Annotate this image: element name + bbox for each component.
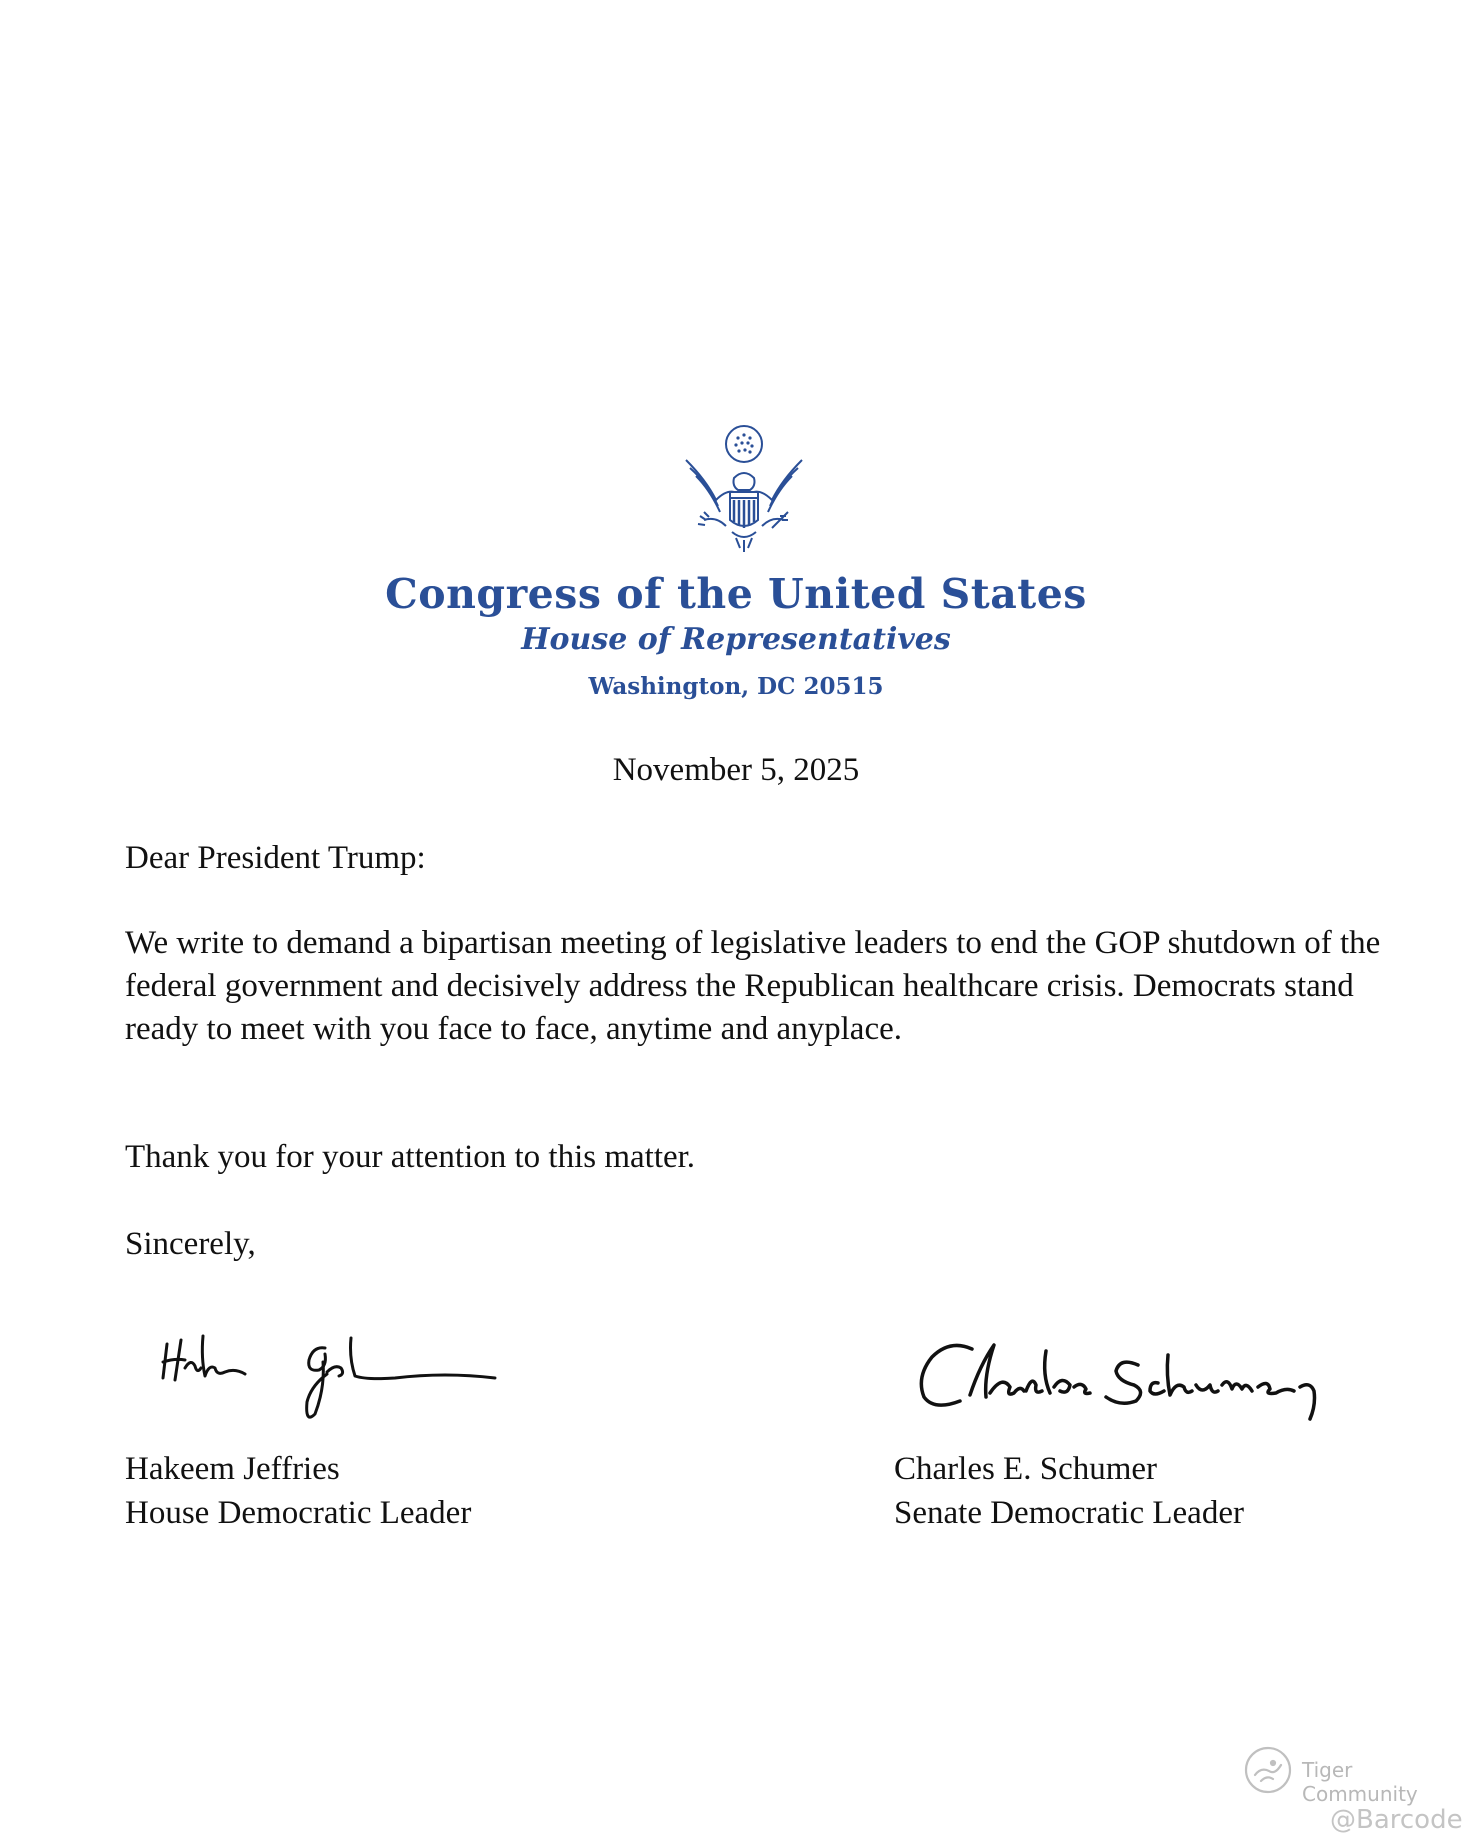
letter-date: November 5, 2025 — [612, 752, 860, 788]
signer-jeffries — [125, 1447, 471, 1535]
letterhead-chamber: House of Representatives — [521, 622, 951, 657]
signer-name: Hakeem Jeffries — [125, 1451, 340, 1487]
body-paragraph: We write to demand a bipartisan meeting of legislative leaders to end the GOP shutdown of the federal government and decisively address the Republican healthcare crisis. Democrats stand ready to meet with you face to face, anytime and anyplace. — [125, 925, 1381, 1047]
handwritten-signature-icon — [910, 1335, 1340, 1430]
handwritten-signature-icon — [155, 1318, 525, 1428]
signer-name: Charles E. Schumer — [894, 1451, 1158, 1487]
tiger-community-logo-icon — [1243, 1745, 1293, 1795]
great-seal-eagle-icon — [676, 420, 812, 556]
signer-title: House Democratic Leader — [125, 1495, 472, 1531]
watermark-brand: Tiger Community — [1302, 1758, 1418, 1806]
signer-schumer — [894, 1447, 1244, 1535]
salutation: Dear President Trump: — [125, 840, 426, 876]
letterhead-title: Congress of the United States — [385, 570, 1087, 618]
thanks-line: Thank you for your attention to this matter. — [125, 1139, 696, 1175]
watermark-handle: @Barcode — [1330, 1805, 1463, 1835]
closing: Sincerely, — [125, 1226, 256, 1262]
letterhead-address: Washington, DC 20515 — [588, 673, 884, 700]
signer-title: Senate Democratic Leader — [894, 1495, 1244, 1531]
